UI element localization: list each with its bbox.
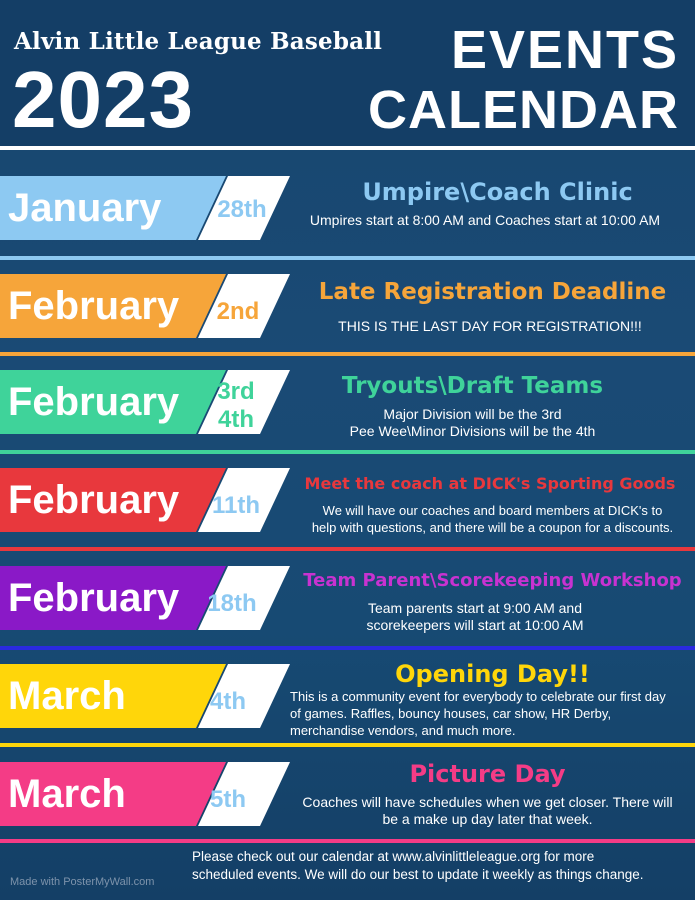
day-label: 28th bbox=[217, 196, 267, 223]
year-title: 2023 bbox=[12, 55, 194, 144]
watermark: Made with PosterMyWall.com bbox=[10, 876, 155, 888]
month-label: February bbox=[8, 284, 180, 328]
month-label: February bbox=[8, 380, 180, 424]
event-description: This is a community event for everybody to celebrate our first day of games. Raffles, bouncy houses, car show, HR Derby, merchandise vendors, and much more. bbox=[290, 689, 666, 738]
event-divider bbox=[0, 547, 695, 551]
month-label: January bbox=[8, 186, 162, 230]
event-title: Team Parent\Scorekeeping Workshop bbox=[303, 570, 682, 591]
event-item bbox=[0, 370, 695, 454]
event-item bbox=[0, 176, 695, 264]
event-title: Meet the coach at DICK's Sporting Goods bbox=[304, 474, 676, 493]
league-title: Alvin Little League Baseball bbox=[14, 28, 383, 55]
event-description: Team parents start at 9:00 AM and scorekeepers will start at 10:00 AM bbox=[366, 600, 584, 633]
event-divider bbox=[0, 743, 695, 747]
day-label: 2nd bbox=[216, 298, 260, 325]
day-label: 4th bbox=[210, 688, 246, 715]
day-label: 5th bbox=[210, 786, 246, 813]
event-divider bbox=[0, 646, 695, 650]
event-description: THIS IS THE LAST DAY FOR REGISTRATION!!! bbox=[338, 318, 642, 334]
event-divider bbox=[0, 450, 695, 454]
month-label: March bbox=[8, 674, 126, 718]
event-description: Major Division will be the 3rd Pee Wee\Minor Divisions will be the 4th bbox=[349, 406, 596, 439]
events-title: EVENTS bbox=[450, 20, 679, 80]
event-item bbox=[0, 762, 695, 842]
event-description: We will have our coaches and board members at DICK's to help with questions, and there will be a coupon for a discounts. bbox=[311, 503, 674, 535]
day-label: 11th bbox=[211, 492, 261, 519]
event-title: Tryouts\Draft Teams bbox=[341, 373, 604, 399]
month-label: February bbox=[8, 576, 180, 620]
event-item bbox=[0, 468, 695, 550]
event-description: Coaches will have schedules when we get closer. There will be a make up day later that week. bbox=[302, 794, 673, 827]
event-item bbox=[0, 274, 695, 354]
month-label: March bbox=[8, 772, 126, 816]
day-label: 3rd bbox=[217, 378, 255, 405]
header-divider bbox=[0, 146, 695, 150]
event-title: Late Registration Deadline bbox=[318, 279, 667, 305]
calendar-title: CALENDAR bbox=[368, 80, 679, 140]
event-item bbox=[0, 660, 695, 744]
event-divider bbox=[0, 256, 695, 260]
event-divider bbox=[0, 352, 695, 356]
event-title: Picture Day bbox=[409, 760, 566, 788]
event-title: Opening Day!! bbox=[395, 660, 590, 688]
event-item bbox=[0, 566, 695, 650]
event-description: Umpires start at 8:00 AM and Coaches start at 10:00 AM bbox=[309, 212, 661, 228]
day-label: 4th bbox=[218, 406, 254, 433]
event-title: Umpire\Coach Clinic bbox=[362, 178, 633, 206]
footer-note: Please check out our calendar at www.alvinlittleleague.org for more scheduled events. We will do our best to update it weekly as things change. bbox=[192, 849, 644, 882]
day-label: 18th bbox=[207, 590, 257, 617]
month-label: February bbox=[8, 478, 180, 522]
event-divider bbox=[0, 839, 695, 843]
